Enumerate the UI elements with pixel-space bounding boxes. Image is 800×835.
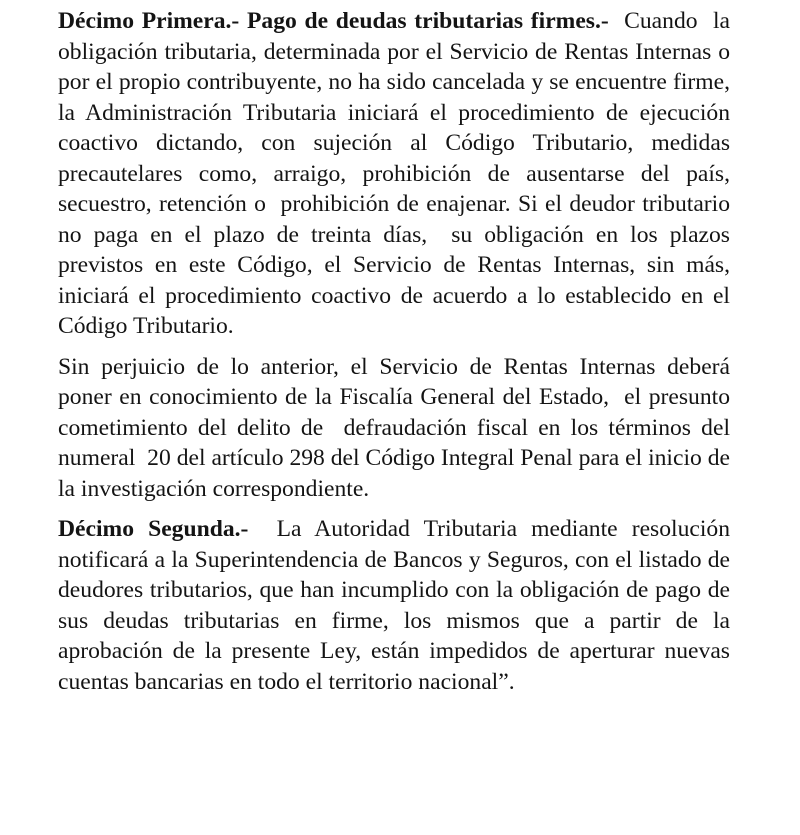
document-body xyxy=(58,6,736,707)
paragraph-decimo-primera xyxy=(58,6,736,342)
paragraph-text: La Autoridad Tributaria mediante resolución notificará a la Superintendencia de Bancos y Seguros, con el listado de deudores tributarios, que han incumplido con la obligación de pago de sus deudas tributarias en firme, los mismos que a partir de la aprobación de la presente Ley, están impedidos de aperturar nuevas cuentas bancarias en todo el territorio nacional”. xyxy=(58,516,736,695)
paragraph-text: Sin perjuicio de lo anterior, el Servicio de Rentas Internas deberá poner en conocimiento de la Fiscalía General del Estado, el presunto cometimiento del delito de defraudación fiscal en los términos del numeral 20 del artículo 298 del Código Integral Penal para el inicio de la investigación correspondiente. xyxy=(58,353,736,502)
article-heading-decimo-segunda: Décimo Segunda.- xyxy=(58,516,263,542)
paragraph-decimo-segunda xyxy=(58,514,736,697)
article-heading-decimo-primera: Décimo Primera.- Pago de deudas tributarias firmes.- xyxy=(58,8,617,34)
paragraph-text: Cuando la obligación tributaria, determinada por el Servicio de Rentas Internas o por el propio contribuyente, no ha sido cancelada y se encuentre firme, la Administración Tributaria iniciará el procedimiento de ejecución coactivo dictando, con sujeción al Código Tributario, medidas precautelares como, arraigo, prohibición de ausentarse del país, secuestro, retención o prohibición de enajenar. Si el deudor tributario no paga en el plazo de treinta días, su obligación en los plazos previstos en este Código, el Servicio de Rentas Internas, sin más, iniciará el procedimiento coactivo de acuerdo a lo establecido en el Código Tributario. xyxy=(58,8,736,339)
paragraph-sin-perjuicio xyxy=(58,352,736,505)
